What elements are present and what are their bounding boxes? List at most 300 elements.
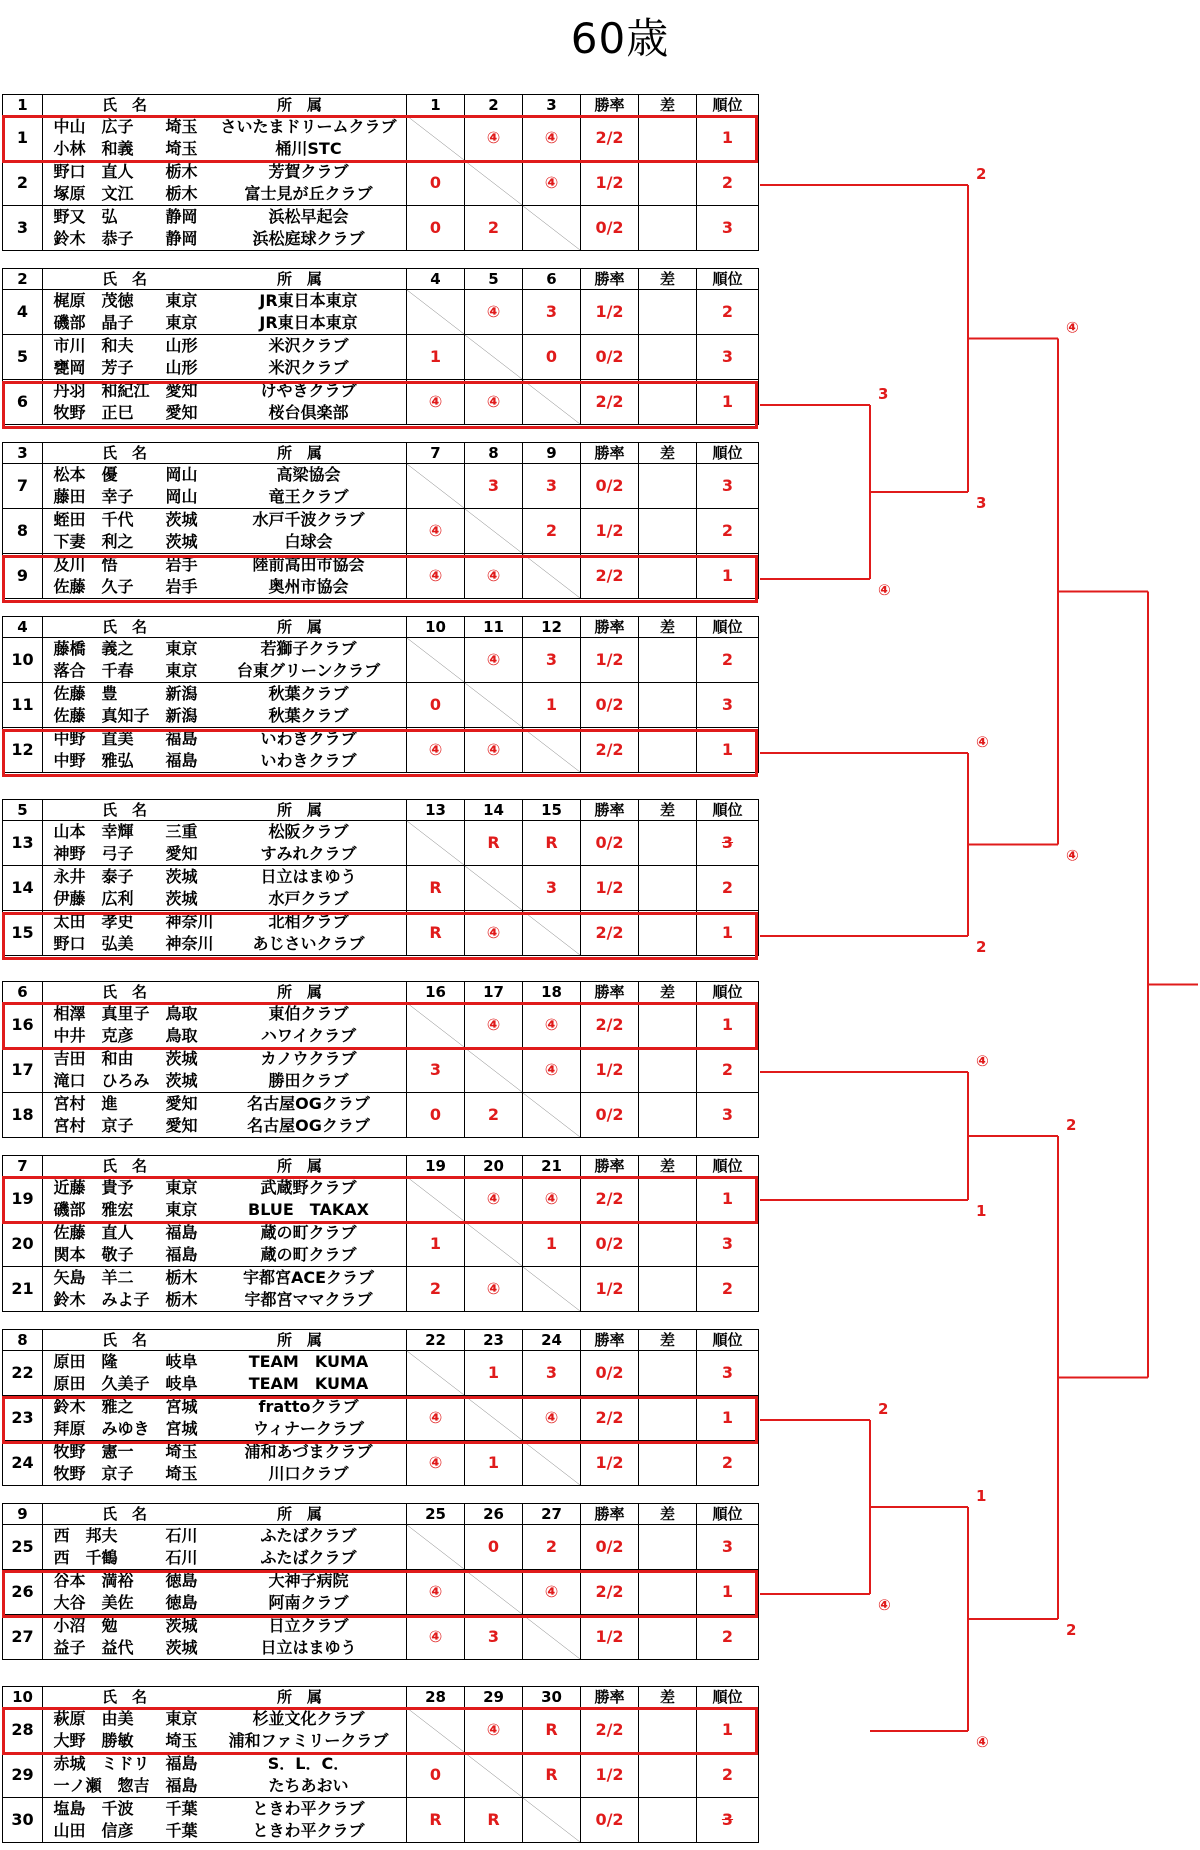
score-win: ④	[544, 1015, 559, 1034]
player-prefecture: 宮城	[165, 1419, 198, 1438]
player-prefecture: 三重	[165, 822, 198, 841]
score-cell	[465, 1708, 523, 1753]
player-club: 松阪クラブ	[268, 822, 349, 841]
header-affil: 所 属	[276, 95, 322, 114]
win-rate: 2/2	[581, 1570, 639, 1615]
header-name-affil	[43, 269, 407, 290]
diagonal-line	[523, 1441, 580, 1485]
point-diff	[639, 911, 697, 956]
score-cell	[523, 290, 581, 335]
entry-number: 3	[3, 206, 43, 251]
table-row	[3, 1177, 759, 1200]
header-opponent: 21	[523, 1156, 581, 1177]
player-club: さいたまドリームクラブ	[220, 117, 397, 136]
player-name: 磯部 雅宏	[53, 1200, 134, 1219]
player-club: 浦和あづまクラブ	[244, 1442, 373, 1461]
header-diff: 差	[639, 1156, 697, 1177]
header-rate: 勝率	[581, 1504, 639, 1525]
score-cell	[465, 1003, 523, 1048]
entry-number: 9	[3, 554, 43, 599]
score-win: ④	[428, 521, 443, 540]
rank: 1	[697, 1177, 759, 1222]
player-prefecture: 岩手	[165, 577, 198, 596]
table-row	[3, 911, 759, 934]
player-name: 蛭田 千代	[53, 510, 134, 529]
group-number: 3	[3, 443, 43, 464]
score-cell	[523, 1753, 581, 1798]
table-row	[3, 335, 759, 358]
self-match-cell	[465, 866, 523, 911]
header-rank: 順位	[697, 1156, 759, 1177]
player-name: 小沼 勉	[53, 1616, 118, 1635]
player-name: 牧野 正巳	[53, 403, 134, 422]
score-cell	[407, 1798, 465, 1843]
score-cell	[465, 728, 523, 773]
score-cell	[407, 1753, 465, 1798]
header-opponent: 24	[523, 1330, 581, 1351]
header-diff: 差	[639, 982, 697, 1003]
score-cell	[465, 1093, 523, 1138]
score-cell	[465, 1267, 523, 1312]
self-match-cell	[465, 1753, 523, 1798]
player-prefecture: 岐阜	[165, 1374, 198, 1393]
header-rank: 順位	[697, 617, 759, 638]
player-cell	[43, 183, 407, 206]
point-diff	[639, 1222, 697, 1267]
player-prefecture: 岩手	[165, 555, 198, 574]
header-opponent: 4	[407, 269, 465, 290]
rank: 3	[697, 821, 759, 866]
header-diff: 差	[639, 1504, 697, 1525]
player-prefecture: 徳島	[165, 1593, 198, 1612]
player-club: 名古屋OGクラブ	[247, 1094, 370, 1113]
score-value: 0	[487, 1537, 500, 1556]
bracket-score: 3	[878, 385, 889, 403]
player-cell	[43, 888, 407, 911]
player-club: 米沢クラブ	[268, 336, 349, 355]
player-cell	[43, 138, 407, 161]
diagonal-line	[407, 638, 464, 682]
group-table	[2, 1329, 759, 1486]
player-name: 矢島 羊二	[53, 1268, 134, 1287]
header-rate: 勝率	[581, 1330, 639, 1351]
player-name: 大野 勝敏	[53, 1731, 134, 1750]
player-name: 下妻 利之	[53, 532, 134, 551]
player-cell	[43, 1070, 407, 1093]
table-row	[3, 116, 759, 139]
player-club: 高梁協会	[276, 465, 341, 484]
header-name-affil	[43, 1156, 407, 1177]
group-table	[2, 616, 759, 773]
table-row	[3, 1525, 759, 1548]
player-cell	[43, 509, 407, 532]
player-name: 山本 幸輝	[53, 822, 134, 841]
score-value: R	[545, 1720, 558, 1739]
player-name: 原田 久美子	[53, 1374, 150, 1393]
score-cell	[465, 464, 523, 509]
group-number: 7	[3, 1156, 43, 1177]
group-table	[2, 442, 759, 599]
player-cell	[43, 206, 407, 229]
player-prefecture: 山形	[165, 336, 198, 355]
entry-number: 7	[3, 464, 43, 509]
player-name: 中山 広子	[53, 117, 134, 136]
player-club: ふたばクラブ	[260, 1526, 357, 1545]
score-value: 3	[545, 650, 558, 669]
group-number: 9	[3, 1504, 43, 1525]
player-club: 浦和ファミリークラブ	[228, 1731, 389, 1750]
score-win: ④	[544, 1582, 559, 1601]
player-prefecture: 愛知	[165, 403, 198, 422]
rank: 2	[697, 638, 759, 683]
player-club: 武蔵野クラブ	[260, 1178, 357, 1197]
player-prefecture: 茨城	[165, 1638, 198, 1657]
player-prefecture: 茨城	[165, 1049, 198, 1068]
player-cell	[43, 866, 407, 889]
player-prefecture: 千葉	[165, 1799, 198, 1818]
header-diff: 差	[639, 1687, 697, 1708]
player-prefecture: 静岡	[165, 207, 198, 226]
player-prefecture: 新潟	[165, 684, 198, 703]
header-opponent: 11	[465, 617, 523, 638]
score-value: R	[429, 878, 442, 897]
header-opponent: 1	[407, 95, 465, 116]
score-value: 3	[429, 1060, 442, 1079]
point-diff	[639, 1708, 697, 1753]
player-prefecture: 岡山	[165, 465, 198, 484]
bracket-score: ④	[1066, 846, 1079, 865]
header-name: 氏 名	[101, 982, 147, 1001]
point-diff	[639, 1003, 697, 1048]
table-row	[3, 1708, 759, 1731]
player-cell	[43, 911, 407, 934]
diagonal-line	[407, 1525, 464, 1569]
group-number: 10	[3, 1687, 43, 1708]
player-club: frattoクラブ	[258, 1397, 359, 1416]
header-diff: 差	[639, 617, 697, 638]
player-prefecture: 東京	[165, 1200, 198, 1219]
player-prefecture: 東京	[165, 313, 198, 332]
table-row	[3, 728, 759, 751]
diagonal-line	[465, 683, 522, 727]
header-rate: 勝率	[581, 1687, 639, 1708]
player-name: 丹羽 和紀江	[53, 381, 150, 400]
bracket-score: ④	[976, 733, 989, 751]
entry-number: 2	[3, 161, 43, 206]
group-table	[2, 94, 759, 251]
score-cell	[523, 509, 581, 554]
score-win: ④	[486, 128, 501, 147]
rank: 3	[697, 335, 759, 380]
header-opponent: 28	[407, 1687, 465, 1708]
score-value: 3	[487, 1627, 500, 1646]
header-opponent: 17	[465, 982, 523, 1003]
win-rate: 2/2	[581, 911, 639, 956]
player-name: 佐藤 直人	[53, 1223, 134, 1242]
rank: 2	[697, 1441, 759, 1486]
player-cell	[43, 1115, 407, 1138]
player-cell	[43, 116, 407, 139]
rank: 2	[697, 866, 759, 911]
player-cell	[43, 1525, 407, 1548]
entry-number: 1	[3, 116, 43, 161]
player-club: JR東日本東京	[259, 313, 358, 332]
diagonal-line	[465, 1222, 522, 1266]
entry-number: 22	[3, 1351, 43, 1396]
header-opponent: 16	[407, 982, 465, 1003]
score-cell	[465, 638, 523, 683]
score-cell	[465, 554, 523, 599]
score-cell	[407, 1615, 465, 1660]
player-name: 近藤 貴予	[53, 1178, 134, 1197]
point-diff	[639, 509, 697, 554]
score-cell	[465, 1351, 523, 1396]
score-value: R	[429, 923, 442, 942]
player-name: 塚原 文江	[53, 184, 134, 203]
header-opponent: 7	[407, 443, 465, 464]
player-prefecture: 東京	[165, 291, 198, 310]
self-match-cell	[465, 1222, 523, 1267]
score-cell	[465, 206, 523, 251]
player-name: 拜原 みゆき	[53, 1419, 150, 1438]
player-club: あじさいクラブ	[252, 934, 365, 953]
group-number: 2	[3, 269, 43, 290]
header-opponent: 29	[465, 1687, 523, 1708]
player-name: 西 邦夫	[53, 1526, 118, 1545]
player-prefecture: 千葉	[165, 1821, 198, 1840]
player-club: BLUE TAKAX	[248, 1200, 369, 1219]
player-club: いわきクラブ	[260, 729, 357, 748]
player-prefecture: 茨城	[165, 1616, 198, 1635]
entry-number: 11	[3, 683, 43, 728]
score-value: 0	[429, 1765, 442, 1784]
player-prefecture: 神奈川	[165, 934, 214, 953]
player-cell	[43, 1753, 407, 1776]
player-name: 市川 和夫	[53, 336, 134, 355]
diagonal-line	[523, 1267, 580, 1311]
score-win: ④	[428, 740, 443, 759]
score-cell	[523, 683, 581, 728]
player-club: 若獅子クラブ	[260, 639, 357, 658]
diagonal-line	[407, 116, 464, 160]
diagonal-line	[523, 1093, 580, 1137]
group-table	[2, 1503, 759, 1660]
header-opponent: 23	[465, 1330, 523, 1351]
bracket-score: 2	[976, 165, 987, 183]
player-cell	[43, 705, 407, 728]
player-cell	[43, 1570, 407, 1593]
win-rate: 1/2	[581, 1048, 639, 1093]
diagonal-line	[407, 290, 464, 334]
rank: 3	[697, 1798, 759, 1843]
win-rate: 2/2	[581, 1396, 639, 1441]
score-cell	[407, 1570, 465, 1615]
score-cell	[523, 1396, 581, 1441]
player-cell	[43, 1048, 407, 1071]
win-rate: 1/2	[581, 866, 639, 911]
score-value: 1	[487, 1363, 500, 1382]
player-prefecture: 東京	[165, 639, 198, 658]
player-club: 宇都宮ママクラブ	[244, 1290, 373, 1309]
player-club: すみれクラブ	[260, 844, 357, 863]
score-value: 2	[487, 218, 500, 237]
player-prefecture: 石川	[165, 1548, 198, 1567]
point-diff	[639, 464, 697, 509]
table-row	[3, 866, 759, 889]
win-rate: 0/2	[581, 1093, 639, 1138]
self-match-cell	[407, 1177, 465, 1222]
entry-number: 24	[3, 1441, 43, 1486]
score-value: R	[545, 833, 558, 852]
score-cell	[465, 1615, 523, 1660]
player-name: 甕岡 芳子	[53, 358, 134, 377]
win-rate: 2/2	[581, 554, 639, 599]
player-cell	[43, 1637, 407, 1660]
header-opponent: 20	[465, 1156, 523, 1177]
player-club: 杉並文化クラブ	[252, 1709, 365, 1728]
win-rate: 0/2	[581, 1351, 639, 1396]
win-rate: 1/2	[581, 509, 639, 554]
table-row	[3, 554, 759, 577]
score-value: 0	[545, 347, 558, 366]
player-prefecture: 鳥取	[165, 1026, 198, 1045]
score-cell	[523, 1351, 581, 1396]
point-diff	[639, 1798, 697, 1843]
score-cell	[465, 116, 523, 161]
score-cell	[407, 1441, 465, 1486]
header-opponent: 6	[523, 269, 581, 290]
player-name: 吉田 和由	[53, 1049, 134, 1068]
win-rate: 2/2	[581, 380, 639, 425]
score-value: 2	[487, 1105, 500, 1124]
header-rank: 順位	[697, 95, 759, 116]
win-rate: 0/2	[581, 821, 639, 866]
player-cell	[43, 380, 407, 403]
player-name: 小林 和義	[53, 139, 134, 158]
player-cell	[43, 402, 407, 425]
bracket-score: ④	[878, 581, 891, 599]
header-rate: 勝率	[581, 269, 639, 290]
player-cell	[43, 660, 407, 683]
score-win: ④	[544, 1408, 559, 1427]
header-rate: 勝率	[581, 982, 639, 1003]
score-value: 0	[429, 1105, 442, 1124]
table-row	[3, 1351, 759, 1374]
score-win: ④	[486, 1189, 501, 1208]
player-cell	[43, 638, 407, 661]
entry-number: 15	[3, 911, 43, 956]
score-win: ④	[486, 392, 501, 411]
player-name: 松本 優	[53, 465, 118, 484]
score-cell	[523, 1222, 581, 1267]
score-cell	[407, 911, 465, 956]
entry-number: 12	[3, 728, 43, 773]
bracket-score: 1	[976, 1202, 987, 1220]
rank: 2	[697, 1048, 759, 1093]
entry-number: 16	[3, 1003, 43, 1048]
player-name: 滝口 ひろみ	[53, 1071, 150, 1090]
header-diff: 差	[639, 443, 697, 464]
entry-number: 14	[3, 866, 43, 911]
self-match-cell	[465, 1396, 523, 1441]
score-value: R	[487, 833, 500, 852]
player-prefecture: 福島	[165, 1245, 198, 1264]
header-opponent: 30	[523, 1687, 581, 1708]
score-cell	[465, 1441, 523, 1486]
player-prefecture: 福島	[165, 729, 198, 748]
player-club: 川口クラブ	[268, 1464, 349, 1483]
win-rate: 1/2	[581, 1441, 639, 1486]
player-prefecture: 東京	[165, 1709, 198, 1728]
player-club: JR東日本東京	[259, 291, 358, 310]
player-prefecture: 埼玉	[165, 139, 198, 158]
bracket-score: 2	[1066, 1116, 1077, 1134]
score-cell	[465, 1525, 523, 1570]
self-match-cell	[407, 116, 465, 161]
header-rank: 順位	[697, 982, 759, 1003]
player-name: 中井 克彦	[53, 1026, 134, 1045]
header-affil: 所 属	[276, 443, 322, 462]
player-name: 相澤 真里子	[53, 1004, 150, 1023]
point-diff	[639, 683, 697, 728]
player-prefecture: 山形	[165, 358, 198, 377]
player-cell	[43, 1289, 407, 1312]
header-rank: 順位	[697, 269, 759, 290]
self-match-cell	[465, 683, 523, 728]
point-diff	[639, 554, 697, 599]
player-club: 水戸クラブ	[268, 889, 349, 908]
player-cell	[43, 357, 407, 380]
self-match-cell	[523, 1798, 581, 1843]
header-affil: 所 属	[276, 1330, 322, 1349]
entry-number: 29	[3, 1753, 43, 1798]
player-name: 落合 千春	[53, 661, 134, 680]
header-name-affil	[43, 95, 407, 116]
point-diff	[639, 1525, 697, 1570]
player-name: 谷本 満裕	[53, 1571, 134, 1590]
header-diff: 差	[639, 1330, 697, 1351]
bracket-score: ④	[976, 1733, 989, 1751]
player-name: 野口 弘美	[53, 934, 134, 953]
score-cell	[523, 1708, 581, 1753]
rank: 2	[697, 1753, 759, 1798]
diagonal-line	[523, 1615, 580, 1659]
header-rank: 順位	[697, 443, 759, 464]
group-number: 6	[3, 982, 43, 1003]
header-diff: 差	[639, 95, 697, 116]
player-name: 野又 弘	[53, 207, 118, 226]
player-club: 浜松庭球クラブ	[252, 229, 365, 248]
player-cell	[43, 1373, 407, 1396]
entry-number: 18	[3, 1093, 43, 1138]
point-diff	[639, 206, 697, 251]
player-cell	[43, 1267, 407, 1290]
self-match-cell	[465, 1048, 523, 1093]
diagonal-line	[523, 206, 580, 250]
rank: 3	[697, 206, 759, 251]
score-win: ④	[486, 302, 501, 321]
header-rate: 勝率	[581, 95, 639, 116]
player-cell	[43, 1177, 407, 1200]
self-match-cell	[407, 464, 465, 509]
header-opponent: 8	[465, 443, 523, 464]
player-prefecture: 茨城	[165, 1071, 198, 1090]
score-value: R	[487, 1810, 500, 1829]
point-diff	[639, 638, 697, 683]
score-cell	[523, 1003, 581, 1048]
score-value: 1	[429, 1234, 442, 1253]
header-opponent: 27	[523, 1504, 581, 1525]
